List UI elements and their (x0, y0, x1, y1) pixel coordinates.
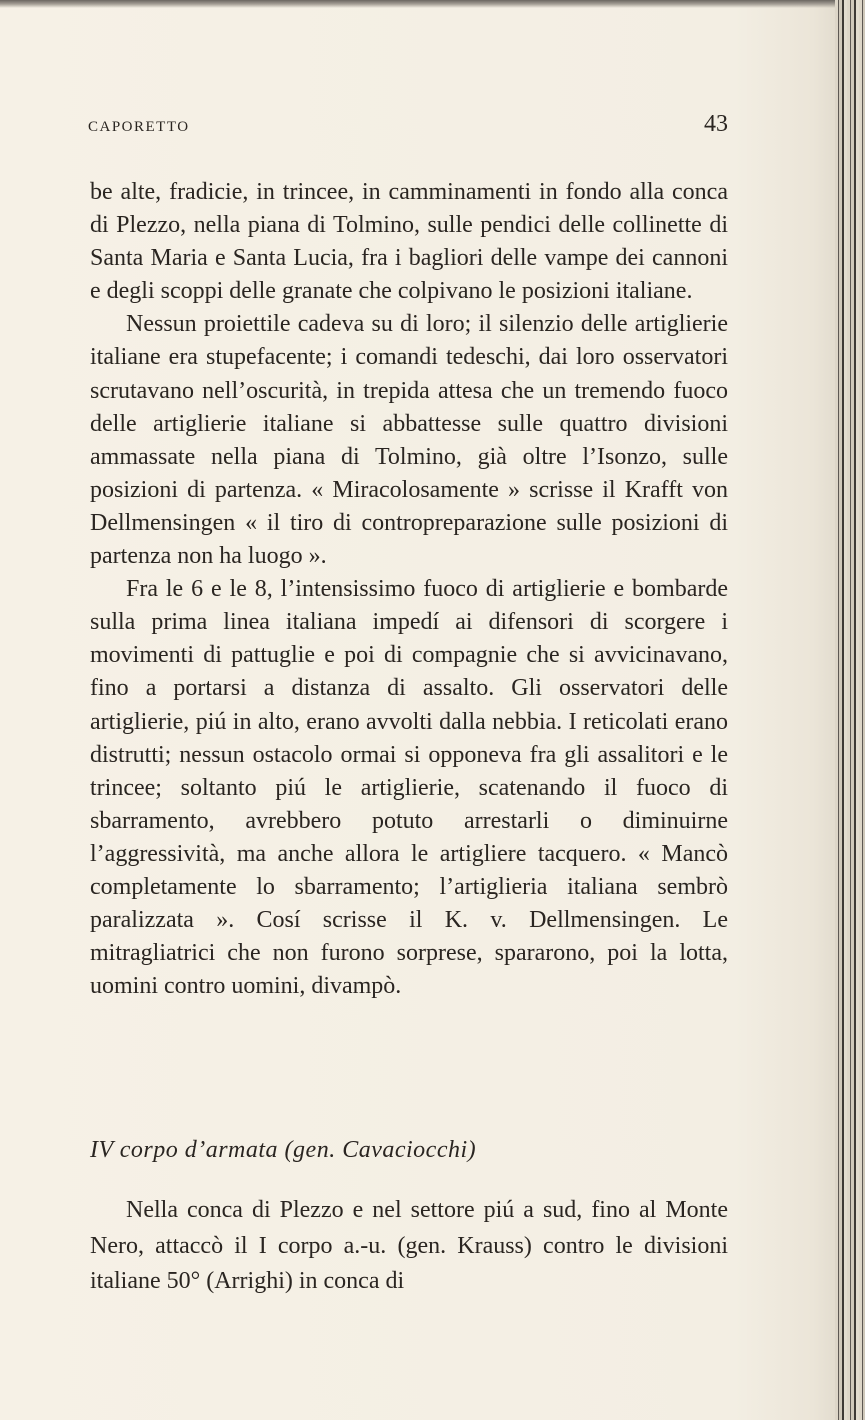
page-edge-strip (835, 0, 865, 1420)
paragraph-1: be alte, fradicie, in trincee, in camminamenti in fondo alla conca di Plezzo, nella piana di Tolmino, sulle pendici delle collinette di Santa Maria e Santa Lucia, fra i bagliori delle vampe dei cannoni e degli scoppi delle granate che colpivano le posizioni italiane. (90, 179, 728, 305)
section-heading: IV corpo d’armata (gen. Cavaciocchi) (90, 1137, 477, 1163)
section-paragraph: Nella conca di Plezzo e nel settore piú a sud, fino al Monte Nero, attaccò il I corpo a.-u. (gen. Krauss) contro le divisioni italiane 50° (Arrighi) in conca di (90, 1197, 728, 1294)
body-text (90, 176, 728, 1003)
page-top-shadow (0, 0, 865, 8)
running-head (88, 111, 728, 141)
paragraph-3: Fra le 6 e le 8, l’intensissimo fuoco di artiglierie e bombarde sulla prima linea italiana impedí ai difensori di scorgere i movimenti di pattuglie e poi di compagnie che si avvicinavano, fino a portarsi a distanza di assalto. Gli osservatori delle artiglierie, piú in alto, erano avvolti dalla nebbia. I reticolati erano distrutti; nessun ostacolo ormai si opponeva fra gli assalitori e le trincee; soltanto piú le artiglierie, scatenando il fuoco di sbarramento, avrebbero potuto arrestarli o diminuirne l’aggressività, ma anche allora le artigliere tacquero. « Mancò completamente lo sbarramento; l’artiglieria italiana sembrò paralizzata ». Cosí scrisse il K. v. Dellmensingen. Le mitragliatrici che non furono sorprese, spararono, poi la lotta, uomini contro uomini, divampò. (90, 576, 728, 1000)
paragraph-2: Nessun proiettile cadeva su di loro; il silenzio delle artiglierie italiane era stupefacente; i comandi tedeschi, dai loro osservatori scrutavano nell’oscurità, in trepida attesa che un tremendo fuoco delle artiglierie italiane si abbattesse sulle quattro divisioni ammassate nella piana di Tolmino, già oltre l’Isonzo, sulle posizioni di partenza. « Miracolosamente » scrisse il Krafft von Dellmensingen « il tiro di contropreparazione sulle posizioni di partenza non ha luogo ». (90, 311, 728, 570)
page-number: 43 (704, 111, 728, 137)
running-title: CAPORETTO (88, 119, 190, 135)
section-text (90, 1193, 728, 1300)
